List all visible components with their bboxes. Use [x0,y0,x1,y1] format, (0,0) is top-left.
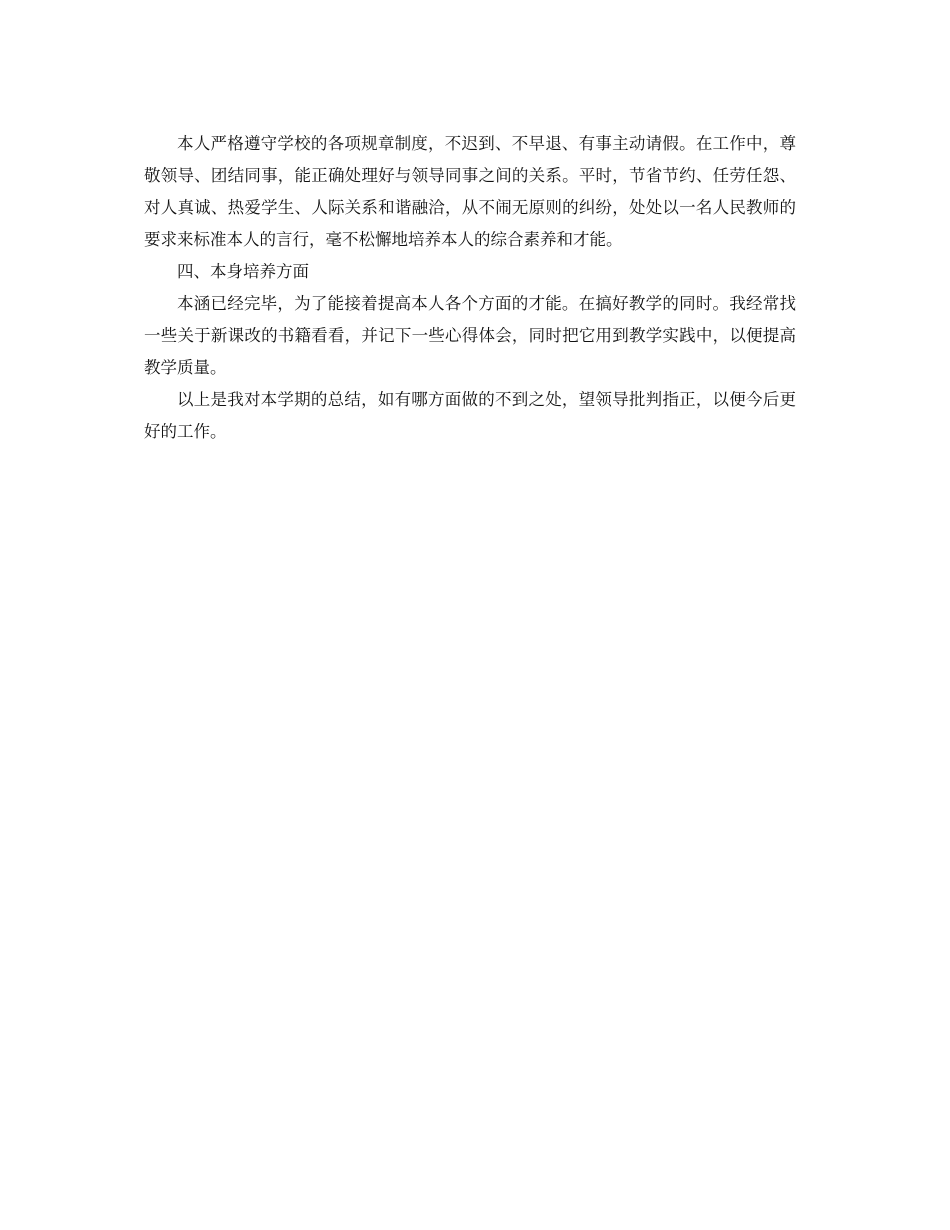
paragraph-conclusion: 以上是我对本学期的总结，如有哪方面做的不到之处，望领导批判指正，以便今后更好的工作。 [144,390,796,441]
paragraph-conduct: 本人严格遵守学校的各项规章制度，不迟到、不早退、有事主动请假。在工作中，尊敬领导、团结同事，能正确处理好与领导同事之间的关系。平时，节省节约、任劳任怨、对人真诚、热爱学生、人际关系和谐融洽，从不闹无原则的纠纷，处处以一名人民教师的要求来标准本人的言行，毫不松懈地培养本人的综合素养和才能。 [144,134,796,249]
document-body [144,128,796,448]
section-heading-self-development: 四、本身培养方面 [177,262,309,281]
paragraph-self-development: 本涵已经完毕，为了能接着提高本人各个方面的才能。在搞好教学的同时。我经常找一些关于新课改的书籍看看，并记下一些心得体会，同时把它用到教学实践中，以便提高教学质量。 [144,294,796,377]
